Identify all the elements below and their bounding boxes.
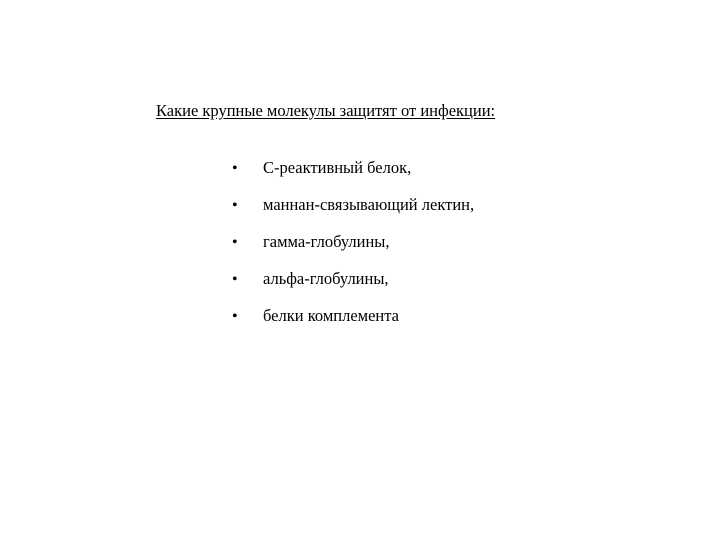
list-item bbox=[232, 232, 474, 269]
answer-list bbox=[232, 158, 474, 343]
bullet-icon: • bbox=[232, 271, 238, 288]
answer-text: С-реактивный белок, bbox=[263, 158, 412, 177]
answer-text: альфа-глобулины, bbox=[263, 269, 389, 288]
bullet-icon: • bbox=[232, 308, 238, 325]
bullet-icon: • bbox=[232, 234, 238, 251]
answer-text: гамма-глобулины, bbox=[263, 232, 390, 251]
bullet-icon: • bbox=[232, 160, 238, 177]
list-item bbox=[232, 158, 474, 195]
answer-text: белки комплемента bbox=[263, 306, 399, 325]
list-item bbox=[232, 195, 474, 232]
bullet-icon: • bbox=[232, 197, 238, 214]
list-item bbox=[232, 269, 474, 306]
answer-text: маннан-связывающий лектин, bbox=[263, 195, 475, 214]
list-item bbox=[232, 306, 474, 343]
question-heading: Какие крупные молекулы защитят от инфекции: bbox=[156, 101, 496, 120]
